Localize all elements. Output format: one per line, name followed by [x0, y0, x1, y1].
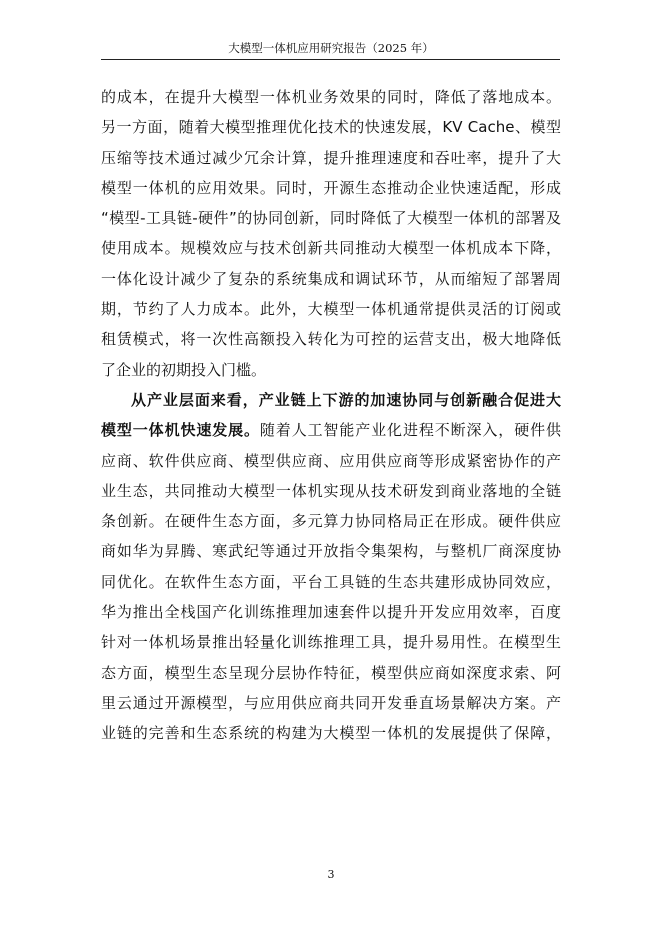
- text-line: 条创新。在硬件生态方面，多元算力协同格局正在形成。硬件供应: [101, 512, 561, 531]
- text-line: 华为推出全栈国产化训练推理加速套件以提升开发应用效率，百度: [101, 603, 561, 622]
- text-line: 业链的完善和生态系统的构建为大模型一体机的发展提供了保障，: [101, 724, 561, 743]
- text-line: 同优化。在软件生态方面，平台工具链的生态共建形成协同效应，: [101, 572, 561, 591]
- text-line: 使用成本。规模效应与技术创新共同推动大模型一体机成本下降，: [101, 239, 561, 258]
- text-line: [101, 415, 561, 445]
- text-line: 模型一体机的应用效果。同时，开源生态推动企业快速适配，形成: [101, 178, 561, 197]
- text-line: 商如华为昇腾、寒武纪等通过开放指令集架构，与整机厂商深度协: [101, 542, 561, 561]
- report-body: [101, 82, 561, 749]
- text-line: 一体化设计减少了复杂的系统集成和调试环节，从而缩短了部署周: [101, 269, 561, 288]
- text-line: 了企业的初期投入门槛。: [101, 360, 267, 379]
- text-line: 业生态，共同推动大模型一体机实现从技术研发到商业落地的全链: [101, 481, 561, 500]
- paragraph-industry-level: [101, 385, 561, 749]
- text-line: 应商、软件供应商、模型供应商、应用供应商等形成紧密协作的产: [101, 451, 561, 470]
- header-divider: [101, 59, 560, 60]
- text-line: 里云通过开源模型，与应用供应商共同开发垂直场景解决方案。产: [101, 693, 561, 712]
- text-fragment: 随着人工智能产业化进程不断深入，硬件供: [259, 421, 561, 440]
- running-header-title: 大模型一体机应用研究报告（2025 年）: [228, 41, 434, 55]
- paragraph-cost-reduction: [101, 82, 561, 385]
- text-line: 的成本，在提升大模型一体机业务效果的同时，降低了落地成本。: [101, 88, 561, 106]
- text-line: 另一方面，随着大模型推理优化技术的快速发展，KV Cache、模型: [101, 118, 561, 137]
- text-line: 租赁模式，将一次性高额投入转化为可控的运营支出，极大地降低: [101, 330, 561, 349]
- bold-topic-sentence-end: 模型一体机快速发展。: [101, 421, 260, 440]
- text-line: 态方面，模型生态呈现分层协作特征，模型供应商如深度求索、阿: [101, 663, 561, 682]
- bold-topic-sentence: 从产业层面来看，产业链上下游的加速协同与创新融合促进大: [131, 390, 561, 409]
- text-line: “模型-工具链-硬件”的协同创新，同时降低了大模型一体机的部署及: [101, 209, 561, 228]
- page-number: 3: [327, 868, 335, 881]
- text-line: 针对一体机场景推出轻量化训练推理工具，提升易用性。在模型生: [101, 633, 561, 652]
- text-line: 期，节约了人力成本。此外，大模型一体机通常提供灵活的订阅或: [101, 300, 561, 319]
- text-line: 压缩等技术通过减少冗余计算，提升推理速度和吞吐率，提升了大: [101, 148, 561, 167]
